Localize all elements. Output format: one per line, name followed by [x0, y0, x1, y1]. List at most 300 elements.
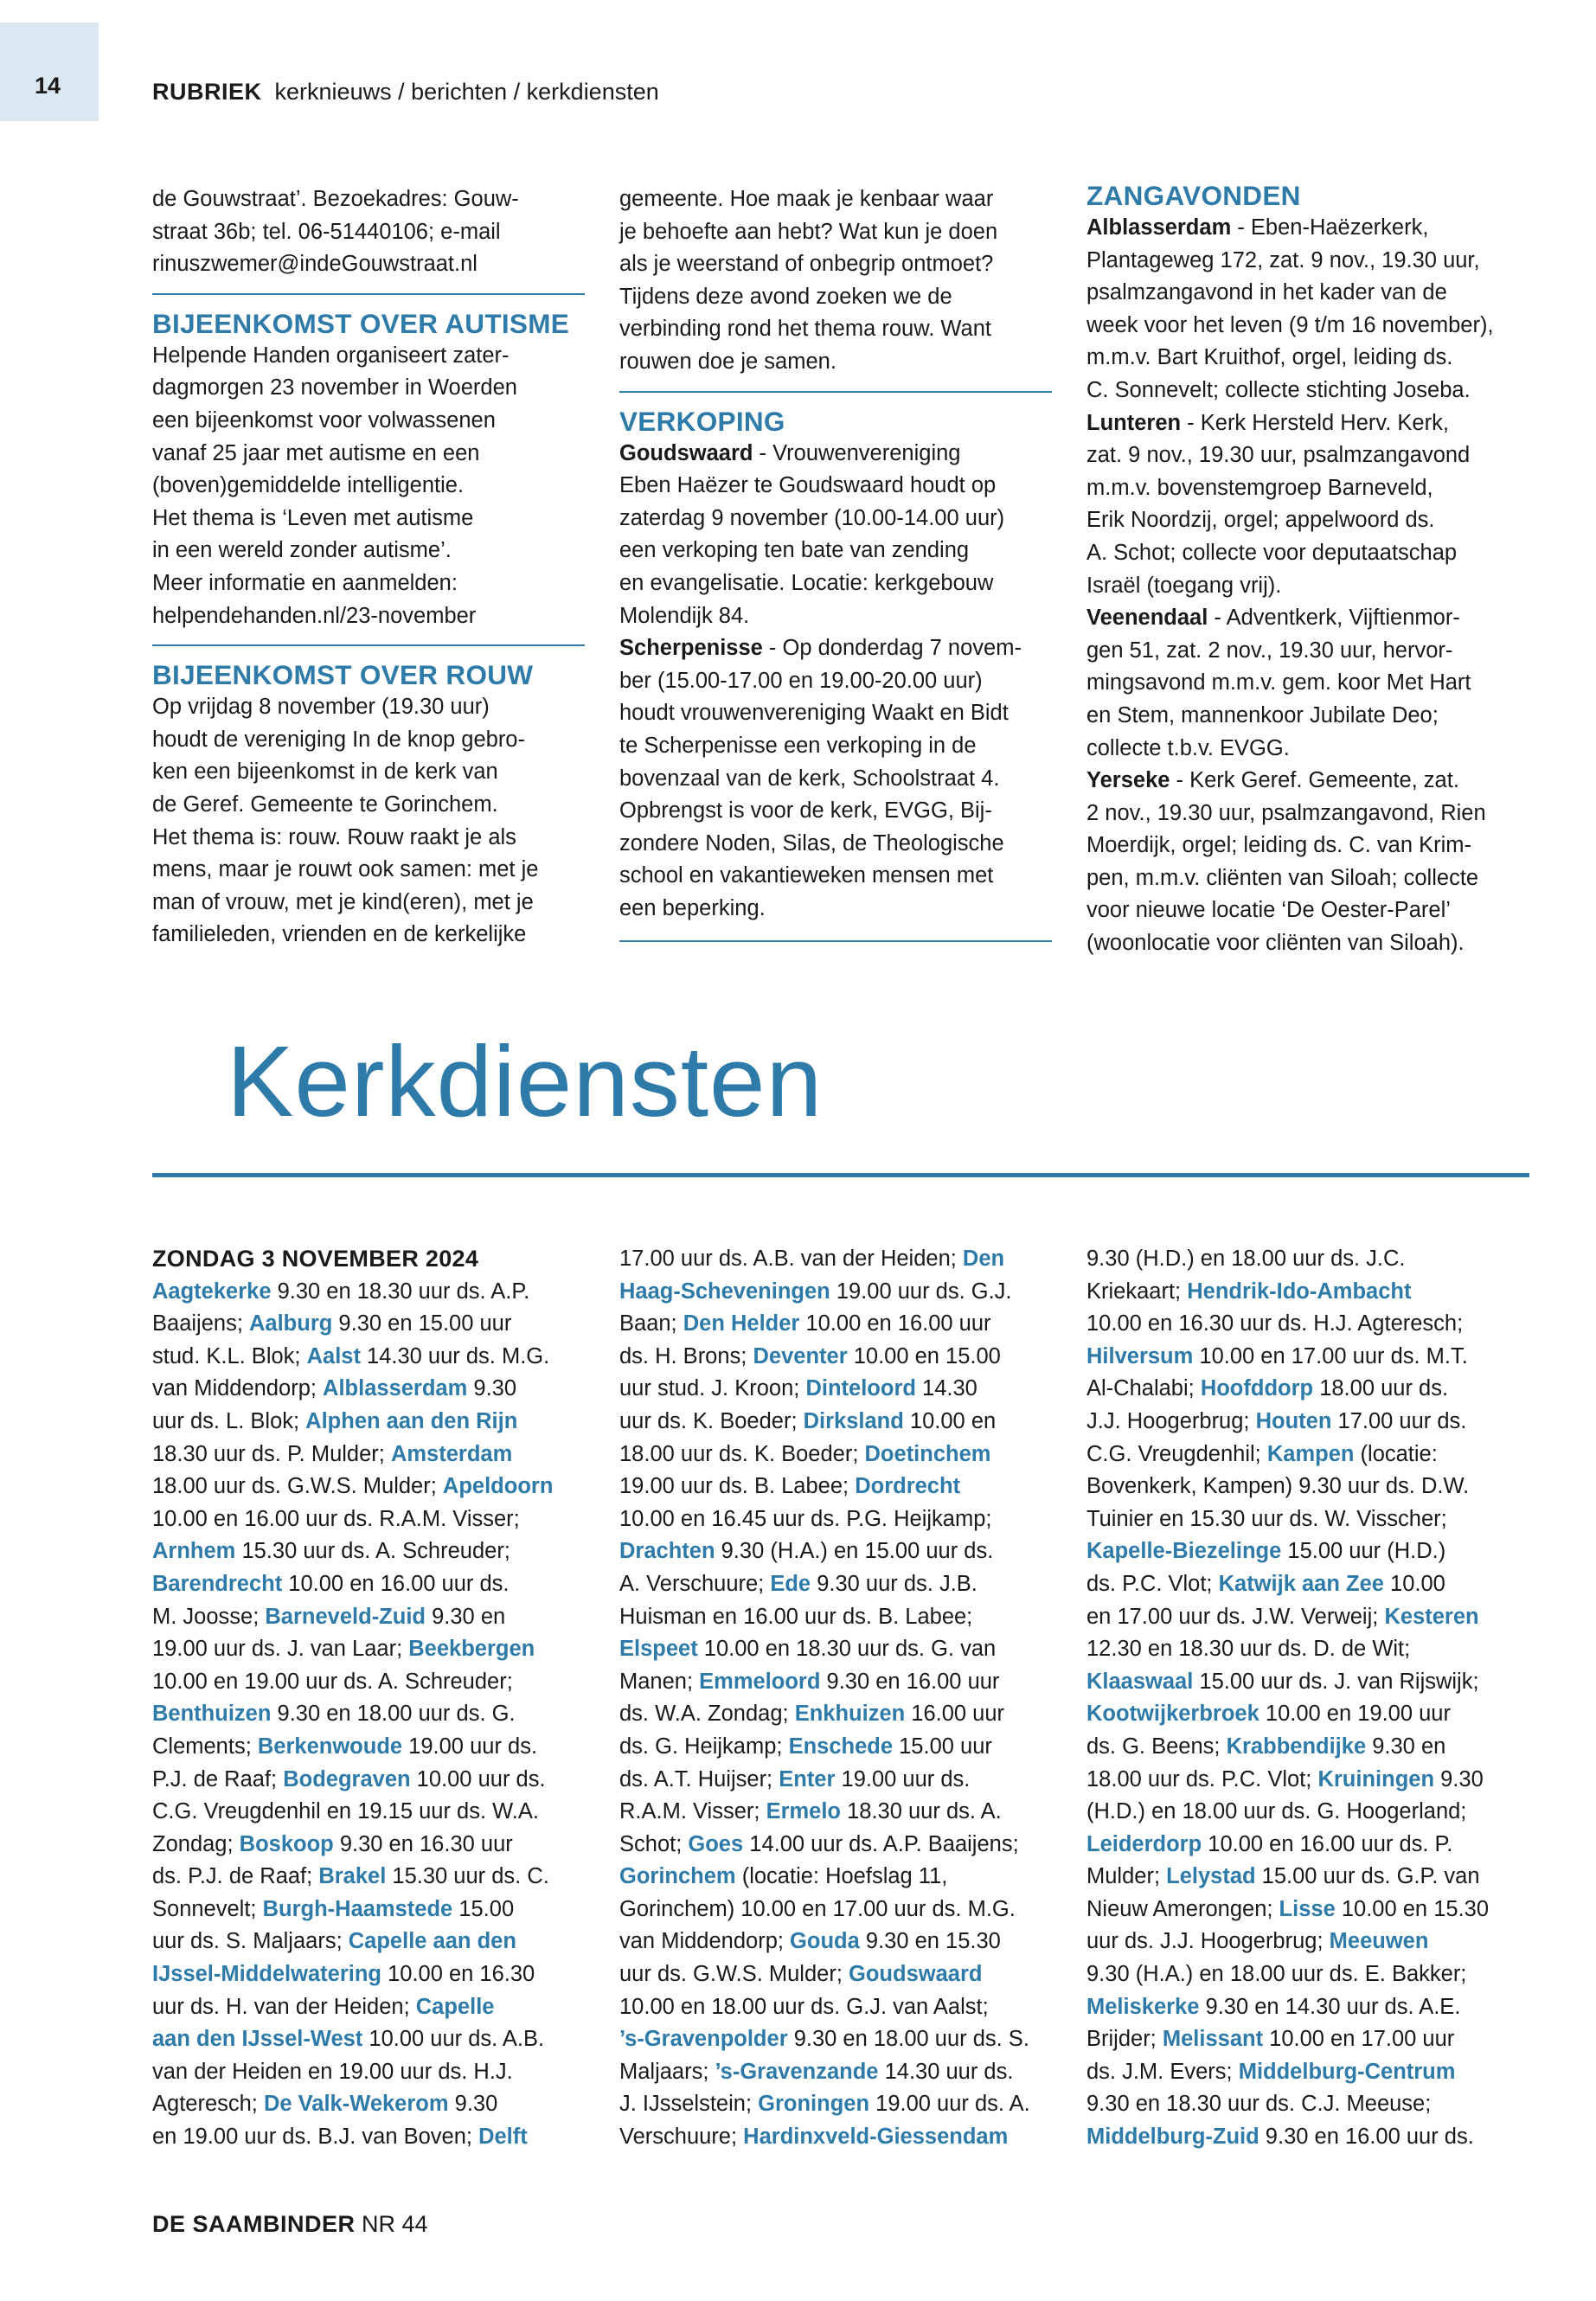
- service-detail: 17.00 uur ds. A.B. van der Heiden;: [619, 1247, 963, 1271]
- place-name: Aalst: [306, 1343, 361, 1368]
- service-line: [152, 1894, 602, 1926]
- service-detail: 19.00 uur ds. J. van Laar;: [152, 1637, 409, 1662]
- service-line: [152, 1731, 602, 1764]
- text-line: gen 51, zat. 2 nov., 19.30 uur, hervor-: [1086, 638, 1453, 663]
- service-line: [152, 1958, 602, 1991]
- place-name: Gorinchem: [619, 1864, 736, 1889]
- place-name: Brakel: [318, 1864, 387, 1889]
- service-line: [619, 1764, 1069, 1797]
- service-detail: 10.00 uur ds.: [410, 1766, 546, 1791]
- text-line: de Geref. Gemeente te Gorinchem.: [152, 792, 498, 817]
- service-line: [1086, 1503, 1536, 1536]
- service-detail: 9.30 en 18.00 uur ds. G.: [271, 1702, 516, 1727]
- place-veenendaal: Veenendaal: [1086, 606, 1208, 631]
- page-number: 14: [35, 73, 61, 99]
- place-name: Apeldoorn: [442, 1474, 554, 1499]
- place-name: Den Helder: [683, 1311, 800, 1336]
- service-line: [152, 1341, 602, 1374]
- service-line: [1086, 1568, 1536, 1601]
- place-name: Enter: [779, 1766, 836, 1791]
- service-detail: 9.30 en 18.00 uur ds. S.: [787, 2027, 1029, 2052]
- service-line: [1086, 1341, 1536, 1374]
- service-detail: 9.30 uur ds. J.B.: [811, 1571, 977, 1596]
- place-name: Leiderdorp: [1086, 1831, 1202, 1856]
- services-column-1: [152, 1243, 602, 2154]
- service-detail: van Middendorp;: [152, 1376, 324, 1401]
- place-name: Kruiningen: [1317, 1766, 1435, 1791]
- service-line: [619, 1601, 1069, 1634]
- service-detail: (locatie:: [1354, 1441, 1438, 1466]
- service-line: [152, 1503, 602, 1536]
- text-line: zat. 9 nov., 19.30 uur, psalmzangavond: [1086, 443, 1471, 468]
- service-line: [152, 1764, 602, 1797]
- service-detail: 10.00 en 16.00 uur ds. R.A.M. Visser;: [152, 1506, 520, 1531]
- place-name: Dinteloord: [805, 1376, 916, 1401]
- service-line: [1086, 1373, 1536, 1406]
- veenendaal-text: [1086, 635, 1536, 765]
- text-line: ber (15.00-17.00 en 19.00-20.00 uur): [619, 668, 983, 693]
- service-line: [152, 1568, 602, 1601]
- service-line: [619, 1861, 1069, 1894]
- text-line: familieleden, vrienden en de kerkelijke: [152, 922, 527, 947]
- service-detail: 10.00 en 19.00 uur ds. A. Schreuder;: [152, 1669, 513, 1694]
- goudswaard-text: [619, 470, 1052, 632]
- service-line: [1086, 1796, 1536, 1829]
- service-detail: uur stud. J. Kroon;: [619, 1376, 806, 1401]
- service-line: [152, 1276, 602, 1309]
- service-detail: Al-Chalabi;: [1086, 1376, 1201, 1401]
- alblasserdam-text: [1086, 245, 1536, 407]
- text-line: als je weerstand of onbegrip ontmoet?: [619, 252, 994, 277]
- service-detail: 19.00 uur ds. B. Labee;: [619, 1474, 856, 1499]
- service-detail: 15.00 uur: [893, 1734, 992, 1759]
- service-line: [619, 1243, 1069, 1276]
- service-detail: 18.00 uur ds.: [1313, 1376, 1449, 1401]
- service-line: [619, 2088, 1069, 2121]
- text-line: week voor het leven (9 t/m 16 november),: [1086, 312, 1494, 337]
- service-detail: 9.30 en 16.00 uur ds.: [1259, 2125, 1474, 2150]
- text-line: gemeente. Hoe maak je kenbaar waar: [619, 187, 994, 211]
- service-detail: uur ds. S. Maljaars;: [152, 1929, 349, 1954]
- service-detail: 18.00 uur ds. G.W.S. Mulder;: [152, 1474, 443, 1499]
- scherpenisse-first-line: Scherpenisse - Op donderdag 7 novem-: [619, 636, 1022, 661]
- text-line: en Stem, mannenkoor Jubilate Deo;: [1086, 702, 1439, 727]
- service-line: [619, 1276, 1069, 1309]
- service-detail: 9.30 en 18.30 uur ds. A.P.: [271, 1279, 530, 1304]
- service-detail: 18.30 uur ds. P. Mulder;: [152, 1441, 391, 1466]
- service-detail: stud. K.L. Blok;: [152, 1343, 307, 1368]
- text-line: te Scherpenisse een verkoping in de: [619, 733, 977, 758]
- place-name: Ermelo: [766, 1799, 842, 1824]
- service-detail: Manen;: [619, 1669, 700, 1694]
- place-name: Elspeet: [619, 1637, 698, 1662]
- service-detail: (locatie: Hoefslag 11,: [735, 1864, 948, 1889]
- service-line: [152, 1373, 602, 1406]
- place-name: Den: [962, 1247, 1005, 1271]
- service-line: [152, 1633, 602, 1666]
- text-line: rouwen doe je samen.: [619, 349, 836, 374]
- footer: [152, 2211, 428, 2238]
- service-line: [619, 1341, 1069, 1374]
- service-line: [1086, 1276, 1536, 1309]
- service-detail: Gorinchem) 10.00 en 17.00 uur ds. M.G.: [619, 1896, 1016, 1921]
- text-line: helpendehanden.nl/23-november: [152, 603, 477, 628]
- alblasserdam-first-line: Alblasserdam - Eben-Haëzerkerk,: [1086, 215, 1429, 240]
- service-line: [619, 1373, 1069, 1406]
- service-detail: 19.00 uur ds.: [402, 1734, 538, 1759]
- text-line: Het thema is: rouw. Rouw raakt je als: [152, 824, 516, 849]
- service-detail: 14.00 uur ds. A.P. Baaijens;: [743, 1831, 1019, 1856]
- service-line: [1086, 1406, 1536, 1439]
- place-name: Capelle: [415, 1994, 495, 2019]
- text-line: bovenzaal van de kerk, Schoolstraat 4.: [619, 766, 1000, 791]
- goudswaard-first-line: Goudswaard - Vrouwenvereniging: [619, 440, 961, 465]
- text-line: Tijdens deze avond zoeken we de: [619, 284, 952, 309]
- service-detail: 10.00 en 16.30: [381, 1962, 535, 1987]
- service-detail: 14.30 uur ds.: [878, 2059, 1014, 2084]
- place-name: Arnhem: [152, 1539, 236, 1564]
- service-detail: (H.D.) en 18.00 uur ds. G. Hoogerland;: [1086, 1799, 1467, 1824]
- place-name: Alblasserdam: [323, 1376, 468, 1401]
- service-line: [1086, 1861, 1536, 1894]
- service-line: [152, 1796, 602, 1829]
- service-detail: 19.00 uur ds. G.J.: [830, 1279, 1012, 1304]
- service-detail: 9.30 (H.D.) en 18.00 uur ds. J.C.: [1086, 1247, 1406, 1271]
- service-detail: 10.00 en 16.45 uur ds. P.G. Heijkamp;: [619, 1506, 992, 1531]
- service-line: [1086, 1471, 1536, 1503]
- place-name: Aagtekerke: [152, 1279, 272, 1304]
- text-line: man of vrouw, met je kind(eren), met je: [152, 889, 534, 914]
- service-detail: 9.30 en 16.30 uur: [333, 1831, 513, 1856]
- place-name: Delft: [478, 2125, 528, 2150]
- text-line: voor nieuwe locatie ‘De Oester-Parel’: [1086, 898, 1451, 923]
- text-line: Erik Noordzij, orgel; appelwoord ds.: [1086, 508, 1435, 533]
- place-name: Alphen aan den Rijn: [305, 1408, 518, 1433]
- service-date-heading: ZONDAG 3 NOVEMBER 2024: [152, 1246, 479, 1272]
- col2-intro: [619, 183, 1052, 379]
- service-detail: 14.30 uur ds. M.G.: [360, 1343, 550, 1368]
- place-name: Burgh-Haamstede: [262, 1896, 453, 1921]
- service-line: [619, 1894, 1069, 1926]
- service-detail: 10.00 en 16.00 uur: [799, 1311, 991, 1336]
- text-line: Opbrengst is voor de kerk, EVGG, Bij-: [619, 798, 992, 824]
- service-detail: Sonnevelt;: [152, 1896, 263, 1921]
- service-line: [619, 1535, 1069, 1568]
- service-detail: Bovenkerk, Kampen) 9.30 uur ds. D.W.: [1086, 1474, 1470, 1499]
- place-name: Kampen: [1266, 1441, 1355, 1466]
- service-line: [152, 1406, 602, 1439]
- kerkdiensten-title: Kerkdiensten: [227, 1025, 824, 1138]
- service-detail: 9.30 en 14.30 uur ds. A.E.: [1199, 1994, 1461, 2019]
- place-name: Emmeloord: [699, 1669, 821, 1694]
- service-line: [152, 2088, 602, 2121]
- place-name: Hoofddorp: [1200, 1376, 1314, 1401]
- place-alblasserdam: Alblasserdam: [1086, 215, 1232, 240]
- service-detail: uur ds. L. Blok;: [152, 1408, 306, 1433]
- rubric-label: RUBRIEK: [152, 79, 262, 105]
- place-name: ’s-Gravenzande: [715, 2059, 879, 2084]
- service-detail: A. Verschuure;: [619, 1571, 771, 1596]
- service-detail: Baan;: [619, 1311, 683, 1336]
- service-line: [152, 1308, 602, 1341]
- service-detail: ds. P.J. de Raaf;: [152, 1864, 319, 1889]
- service-detail: Agteresch;: [152, 2092, 264, 2117]
- service-detail: 9.30 en: [426, 1604, 506, 1629]
- place-name: Goes: [688, 1831, 744, 1856]
- service-line: [619, 1568, 1069, 1601]
- service-detail: 10.00 en 18.00 uur ds. G.J. van Aalst;: [619, 1994, 989, 2019]
- rubric-path: kerknieuws / berichten / kerkdiensten: [274, 79, 659, 105]
- text-line: en evangelisatie. Locatie: kerkgebouw: [619, 570, 994, 595]
- service-line: [1086, 2088, 1536, 2121]
- service-detail: 9.30 (H.A.) en 15.00 uur ds.: [715, 1539, 994, 1564]
- text-line: mingsavond m.m.v. gem. koor Met Hart: [1086, 670, 1471, 695]
- text-line: Molendijk 84.: [619, 603, 750, 628]
- service-line: [619, 1666, 1069, 1699]
- section-heading-autism: BIJEENKOMST OVER AUTISME: [152, 307, 570, 339]
- news-column-3: [1086, 179, 1536, 960]
- service-detail: Schot;: [619, 1831, 689, 1856]
- service-detail: M. Joosse;: [152, 1604, 266, 1629]
- place-name: De Valk-Wekerom: [263, 2092, 449, 2117]
- service-line: [619, 1991, 1069, 2024]
- text-line: Op vrijdag 8 november (19.30 uur): [152, 695, 490, 720]
- text-line: psalmzangavond in het kader van de: [1086, 280, 1447, 305]
- service-detail: uur ds. K. Boeder;: [619, 1408, 804, 1433]
- services-list-3: [1086, 1243, 1536, 2154]
- service-detail: 10.00 en: [903, 1408, 997, 1433]
- service-detail: Maljaars;: [619, 2059, 715, 2084]
- service-line: [152, 2023, 602, 2056]
- section-heading-zangavonden: ZANGAVONDEN: [1086, 180, 1301, 211]
- service-detail: 15.30 uur ds. C.: [386, 1864, 549, 1889]
- place-name: Houten: [1255, 1408, 1332, 1433]
- service-line: [619, 1926, 1069, 1958]
- service-detail: 10.00 en 16.00 uur ds. P.: [1202, 1831, 1453, 1856]
- service-detail: ds. G. Heijkamp;: [619, 1734, 789, 1759]
- service-detail: 9.30 en 16.00 uur: [820, 1669, 1000, 1694]
- service-detail: 10.00 en 16.00 uur ds.: [282, 1571, 510, 1596]
- text-line: een beperking.: [619, 895, 766, 920]
- service-line: [619, 2121, 1069, 2154]
- service-detail: ds. P.C. Vlot;: [1086, 1571, 1219, 1596]
- footer-publication: DE SAAMBINDER: [152, 2211, 356, 2237]
- text-line: zaterdag 9 november (10.00-14.00 uur): [619, 505, 1005, 530]
- service-detail: 16.00 uur: [905, 1702, 1005, 1727]
- service-detail: J. IJsselstein;: [619, 2092, 759, 2117]
- service-line: [152, 2056, 602, 2089]
- place-yerseke: Yerseke: [1086, 768, 1170, 793]
- service-detail: 10.00 en 18.30 uur ds. G. van: [697, 1637, 997, 1662]
- place-name: Bodegraven: [283, 1766, 411, 1791]
- place-name: Kootwijkerbroek: [1086, 1702, 1259, 1727]
- service-line: [619, 1406, 1069, 1439]
- place-name: Dirksland: [803, 1408, 904, 1433]
- service-detail: 10.00 en 19.00 uur: [1259, 1702, 1451, 1727]
- text-line: Het thema is ‘Leven met autisme: [152, 505, 474, 530]
- service-line: [619, 1439, 1069, 1471]
- place-lunteren: Lunteren: [1086, 410, 1182, 435]
- service-detail: J.J. Hoogerbrug;: [1086, 1408, 1256, 1433]
- place-name: aan den IJssel-West: [152, 2027, 363, 2052]
- service-detail: 10.00 en 17.00 uur ds. M.T.: [1193, 1343, 1468, 1368]
- place-name: Hendrik-Ido-Ambacht: [1187, 1279, 1412, 1304]
- place-name: Beekbergen: [408, 1637, 535, 1662]
- service-line: [1086, 2056, 1536, 2089]
- yerseke-first-line: Yerseke - Kerk Geref. Gemeente, zat.: [1086, 768, 1459, 793]
- service-line: [152, 1926, 602, 1958]
- place-scherpenisse: Scherpenisse: [619, 636, 763, 661]
- place-name: Amsterdam: [390, 1441, 513, 1466]
- text-line: 2 nov., 19.30 uur, psalmzangavond, Rien: [1086, 800, 1486, 825]
- service-line: [619, 2056, 1069, 2089]
- place-name: Klaaswaal: [1086, 1669, 1194, 1694]
- divider: [619, 940, 1052, 942]
- place-name: Benthuizen: [152, 1702, 272, 1727]
- service-detail: Nieuw Amerongen;: [1086, 1896, 1279, 1921]
- section-heading-rouw: BIJEENKOMST OVER ROUW: [152, 659, 534, 691]
- service-detail: uur ds. J.J. Hoogerbrug;: [1086, 1929, 1330, 1954]
- service-detail: 14.30: [915, 1376, 977, 1401]
- service-detail: 18.00 uur ds. P.C. Vlot;: [1086, 1766, 1318, 1791]
- place-name: Capelle aan den: [348, 1929, 516, 1954]
- service-detail: Zondag;: [152, 1831, 240, 1856]
- place-name: Hilversum: [1086, 1343, 1194, 1368]
- service-line: [619, 1698, 1069, 1731]
- text-line: Meer informatie en aanmelden:: [152, 570, 458, 595]
- place-name: Meliskerke: [1086, 1994, 1200, 2019]
- text-line: C. Sonnevelt; collecte stichting Joseba.: [1086, 377, 1471, 402]
- text-line: m.m.v. Bart Kruithof, orgel, leiding ds.: [1086, 345, 1453, 370]
- service-detail: 10.00 uur ds. A.B.: [362, 2027, 545, 2052]
- service-detail: 18.30 uur ds. A.: [841, 1799, 1002, 1824]
- service-detail: ds. J.M. Evers;: [1086, 2059, 1239, 2084]
- text-line: Helpende Handen organiseert zater-: [152, 343, 510, 368]
- place-name: Meeuwen: [1329, 1929, 1429, 1954]
- service-line: [152, 1471, 602, 1503]
- place-name: Drachten: [619, 1539, 715, 1564]
- service-detail: 15.00: [452, 1896, 515, 1921]
- service-line: [152, 1439, 602, 1471]
- service-detail: C.G. Vreugdenhil en 19.15 uur ds. W.A.: [152, 1799, 539, 1824]
- service-detail: ds. G. Beens;: [1086, 1734, 1227, 1759]
- service-detail: en 19.00 uur ds. B.J. van Boven;: [152, 2125, 479, 2150]
- service-line: [619, 1796, 1069, 1829]
- service-detail: ds. A.T. Huijser;: [619, 1766, 779, 1791]
- text-line: (boven)gemiddelde intelligentie.: [152, 473, 465, 498]
- text-line: Plantageweg 172, zat. 9 nov., 19.30 uur,: [1086, 247, 1480, 272]
- text-line: (woonlocatie voor cliënten van Siloah).: [1086, 931, 1465, 956]
- place-name: Barendrecht: [152, 1571, 283, 1596]
- col1-intro: [152, 183, 585, 281]
- text-line: een verkoping ten bate van zending: [619, 538, 970, 563]
- title-rule: [152, 1173, 1529, 1177]
- autism-text: [152, 340, 585, 632]
- service-detail: 15.00 uur ds. J. van Rijswijk;: [1193, 1669, 1479, 1694]
- place-name: Goudswaard: [849, 1962, 983, 1987]
- service-line: [619, 1958, 1069, 1991]
- service-line: [619, 1308, 1069, 1341]
- service-detail: 10.00 en 17.00 uur: [1263, 2027, 1455, 2052]
- text-line: houdt vrouwenvereniging Waakt en Bidt: [619, 701, 1009, 726]
- service-detail: 9.30 en 15.00 uur: [332, 1311, 512, 1336]
- service-line: [1086, 1731, 1536, 1764]
- rouw-text: [152, 691, 585, 952]
- service-line: [1086, 1894, 1536, 1926]
- yerseke-text: [1086, 798, 1536, 960]
- service-detail: 10.00: [1383, 1571, 1445, 1596]
- place-name: Middelburg-Centrum: [1238, 2059, 1456, 2084]
- place-name: Middelburg-Zuid: [1086, 2125, 1259, 2150]
- divider: [152, 293, 585, 295]
- service-detail: 9.30 en 15.30: [859, 1929, 1001, 1954]
- service-detail: 15.00 uur ds. G.P. van: [1255, 1864, 1480, 1889]
- service-detail: Tuinier en 15.30 uur ds. W. Visscher;: [1086, 1506, 1447, 1531]
- service-detail: ds. H. Brons;: [619, 1343, 753, 1368]
- services-column-2: [619, 1243, 1069, 2154]
- service-detail: 17.00 uur ds.: [1331, 1408, 1467, 1433]
- service-detail: van der Heiden en 19.00 uur ds. H.J.: [152, 2059, 513, 2084]
- service-detail: 9.30 en: [1366, 1734, 1446, 1759]
- services-list-1: [152, 1276, 602, 2154]
- service-detail: Baaijens;: [152, 1311, 249, 1336]
- service-detail: 10.00 en 15.30: [1335, 1896, 1490, 1921]
- service-line: [1086, 2023, 1536, 2056]
- service-detail: 12.30 en 18.30 uur ds. D. de Wit;: [1086, 1637, 1411, 1662]
- footer-issue: NR 44: [362, 2211, 428, 2237]
- text-line: straat 36b; tel. 06-51440106; e-mail: [152, 219, 501, 244]
- service-line: [619, 1829, 1069, 1862]
- service-line: [1086, 1926, 1536, 1958]
- rubric-header: [152, 79, 659, 106]
- place-name: Deventer: [753, 1343, 848, 1368]
- text-line: in een wereld zonder autisme’.: [152, 538, 452, 563]
- divider: [619, 391, 1052, 393]
- service-detail: 10.00 en 15.00: [847, 1343, 1001, 1368]
- service-line: [152, 1601, 602, 1634]
- service-line: [1086, 1698, 1536, 1731]
- service-line: [1086, 1633, 1536, 1666]
- text-line: A. Schot; collecte voor deputaatschap: [1086, 540, 1458, 565]
- service-detail: R.A.M. Visser;: [619, 1799, 766, 1824]
- service-detail: 18.00 uur ds. K. Boeder;: [619, 1441, 865, 1466]
- service-detail: 9.30: [1434, 1766, 1484, 1791]
- text-line: een bijeenkomst voor volwassenen: [152, 407, 496, 433]
- place-name: Kesteren: [1384, 1604, 1479, 1629]
- place-name: Berkenwoude: [257, 1734, 403, 1759]
- service-detail: Mulder;: [1086, 1864, 1167, 1889]
- service-line: [1086, 1991, 1536, 2024]
- veenendaal-first-line: Veenendaal - Adventkerk, Vijftienmor-: [1086, 606, 1460, 631]
- service-line: [1086, 1958, 1536, 1991]
- services-list-2: [619, 1243, 1069, 2154]
- text-line: Israël (toegang vrij).: [1086, 573, 1282, 598]
- place-name: Gouda: [790, 1929, 860, 1954]
- text-line: mens, maar je rouwt ook samen: met je: [152, 857, 539, 882]
- service-line: [1086, 1535, 1536, 1568]
- place-name: Boskoop: [239, 1831, 334, 1856]
- service-detail: Verschuure;: [619, 2125, 744, 2150]
- service-detail: uur ds. G.W.S. Mulder;: [619, 1962, 849, 1987]
- service-line: [1086, 1829, 1536, 1862]
- place-name: Lisse: [1279, 1896, 1336, 1921]
- place-name: ’s-Gravenpolder: [619, 2027, 788, 2052]
- place-name: Doetinchem: [864, 1441, 991, 1466]
- service-line: [1086, 1666, 1536, 1699]
- text-line: pen, m.m.v. cliënten van Siloah; collecte: [1086, 865, 1479, 890]
- service-line: [152, 1666, 602, 1699]
- service-line: [1086, 1308, 1536, 1341]
